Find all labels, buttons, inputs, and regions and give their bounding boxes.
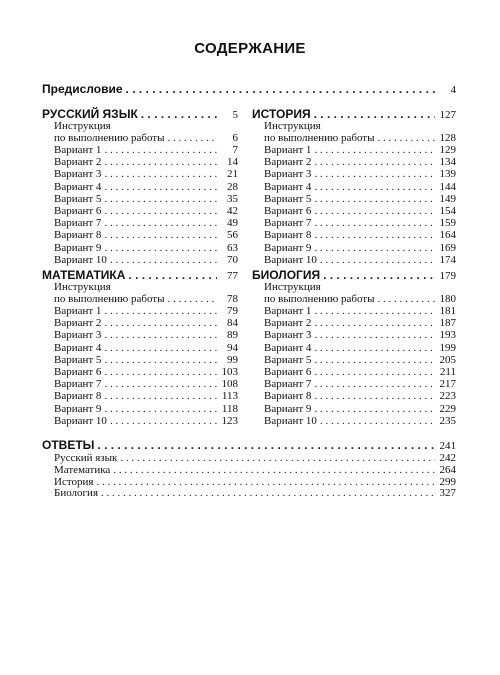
dot-leader [110, 254, 217, 266]
dot-leader [104, 144, 217, 156]
dot-leader [104, 242, 217, 254]
section-heading-answers [42, 438, 456, 453]
toc-entry [54, 342, 238, 354]
section-title: ИСТОРИЯ [252, 107, 311, 121]
instruction-page: 78 [227, 293, 238, 305]
section-page: 77 [227, 270, 238, 282]
toc-entry [264, 390, 456, 402]
entry-page: 28 [227, 180, 238, 193]
toc-entry [54, 205, 238, 217]
toc-entry [264, 305, 456, 317]
entry-label: Вариант 9 [264, 402, 312, 415]
dot-leader [104, 181, 217, 193]
dot-leader [323, 268, 435, 282]
dot-leader [126, 82, 435, 96]
dot-leader [314, 107, 435, 121]
dot-leader [104, 342, 217, 354]
toc-entry [54, 378, 238, 390]
section-title: ОТВЕТЫ [42, 438, 95, 452]
toc-entry [264, 254, 456, 266]
entry-label: Вариант 9 [54, 402, 102, 415]
entry-label: Русский язык [54, 452, 118, 464]
toc-entry [54, 193, 238, 205]
entry-label: История [54, 475, 94, 488]
toc-entry [264, 317, 456, 329]
toc-entry [264, 354, 456, 366]
toc-entry [264, 403, 456, 415]
entry-page: 89 [227, 329, 238, 342]
entry-label: Вариант 1 [264, 305, 312, 317]
toc-entry [54, 366, 238, 378]
toc-entry [54, 168, 238, 180]
entry-page: 84 [227, 317, 238, 330]
entry-page: 159 [439, 217, 456, 230]
dot-leader [314, 354, 435, 366]
entry-page: 149 [439, 192, 456, 205]
preface-entry [42, 82, 456, 97]
entry-label: Вариант 3 [264, 168, 312, 181]
toc-entry [264, 193, 456, 205]
dot-leader [314, 181, 435, 193]
entry-label: Вариант 3 [54, 329, 102, 342]
preface-page: 4 [450, 84, 456, 96]
entry-page: 79 [227, 305, 238, 317]
instruction-page: 180 [439, 293, 456, 305]
entry-label: Вариант 9 [54, 241, 102, 254]
entry-label: Вариант 4 [54, 180, 102, 193]
dot-leader [113, 464, 435, 476]
entry-label: Вариант 6 [264, 366, 312, 378]
entry-label: Вариант 10 [54, 414, 107, 427]
instruction-label: по выполнению работы [264, 132, 375, 144]
entry-label: Вариант 5 [264, 353, 312, 366]
toc-entry [264, 378, 456, 390]
entry-label: Вариант 5 [54, 192, 102, 205]
toc-entry [264, 181, 456, 193]
dot-leader [378, 293, 436, 305]
entry-page: 118 [221, 402, 238, 415]
entry-page: 14 [227, 156, 238, 169]
entry-label: Вариант 2 [54, 156, 102, 169]
toc-entry [264, 329, 456, 341]
dot-leader [314, 217, 435, 229]
entry-page: 199 [439, 341, 456, 354]
dot-leader [104, 229, 217, 241]
entry-label: Вариант 4 [264, 341, 312, 354]
dot-leader [96, 476, 435, 488]
dot-leader [314, 229, 435, 241]
entry-label: Вариант 7 [264, 217, 312, 230]
preface-label: Предисловие [42, 82, 123, 96]
entry-label: Вариант 1 [54, 305, 102, 317]
dot-leader [104, 305, 217, 317]
entry-page: 235 [439, 414, 456, 427]
toc-entry [264, 366, 456, 378]
dot-leader [101, 487, 435, 499]
entry-label: Вариант 7 [264, 378, 312, 391]
entry-page: 139 [439, 168, 456, 181]
entry-page: 223 [439, 390, 456, 403]
entry-label: Вариант 7 [54, 378, 102, 391]
dot-leader [314, 305, 435, 317]
entry-page: 113 [221, 390, 238, 403]
entry-page: 42 [227, 205, 238, 217]
dot-leader [314, 193, 435, 205]
entry-page: 264 [439, 463, 456, 476]
instruction-entry [54, 293, 238, 305]
section-title: РУССКИЙ ЯЗЫК [42, 107, 138, 121]
entry-label: Вариант 2 [264, 156, 312, 169]
dot-leader [104, 329, 217, 341]
toc-entry [54, 305, 238, 317]
dot-leader [320, 254, 435, 266]
instruction-entry [264, 293, 456, 305]
entry-page: 327 [439, 487, 456, 500]
dot-leader [320, 415, 435, 427]
entry-page: 63 [227, 241, 238, 254]
section-title: БИОЛОГИЯ [252, 268, 321, 282]
toc-entry [54, 242, 238, 254]
toc-entry [264, 229, 456, 241]
dot-leader [97, 438, 435, 452]
dot-leader [104, 217, 217, 229]
dot-leader [104, 403, 217, 415]
toc-entry [264, 342, 456, 354]
toc-entry [264, 156, 456, 168]
entry-page: 229 [439, 402, 456, 415]
entry-page: 187 [439, 317, 456, 330]
entry-page: 193 [439, 329, 456, 342]
entry-label: Математика [54, 463, 111, 476]
entry-label: Вариант 10 [264, 253, 317, 266]
dot-leader [314, 342, 435, 354]
dot-leader [104, 390, 217, 402]
dot-leader [314, 366, 435, 378]
dot-leader [104, 205, 217, 217]
entry-label: Вариант 6 [264, 205, 312, 217]
entry-page: 129 [439, 144, 456, 156]
entry-label: Вариант 10 [264, 414, 317, 427]
dot-leader [314, 144, 435, 156]
toc-entry [54, 217, 238, 229]
entry-page: 108 [221, 378, 238, 391]
entry-page: 217 [439, 378, 456, 391]
entry-page: 299 [439, 475, 456, 488]
toc-entry [264, 144, 456, 156]
section-page: 179 [439, 270, 456, 282]
toc-entry [54, 452, 456, 464]
dot-leader [314, 378, 435, 390]
entry-page: 99 [227, 353, 238, 366]
toc-entry [54, 317, 238, 329]
instruction-line1: Инструкция [54, 120, 111, 132]
entry-page: 103 [221, 366, 238, 378]
entry-label: Вариант 8 [264, 390, 312, 403]
dot-leader [314, 403, 435, 415]
toc-entry [54, 181, 238, 193]
entry-label: Вариант 3 [54, 168, 102, 181]
toc-entry [54, 464, 456, 476]
toc-entry [54, 476, 456, 488]
dot-leader [378, 132, 436, 144]
entry-page: 134 [439, 156, 456, 169]
entry-page: 56 [227, 229, 238, 242]
entry-page: 205 [439, 353, 456, 366]
entry-label: Вариант 8 [54, 390, 102, 403]
entry-label: Вариант 3 [264, 329, 312, 342]
entry-label: Вариант 5 [264, 192, 312, 205]
entry-page: 242 [439, 452, 456, 464]
toc-entry [54, 229, 238, 241]
dot-leader [168, 293, 218, 305]
dot-leader [141, 107, 217, 121]
instruction-label: по выполнению работы [54, 293, 165, 305]
entry-label: Вариант 1 [264, 144, 312, 156]
dot-leader [314, 168, 435, 180]
entry-page: 174 [439, 253, 456, 266]
dot-leader [314, 329, 435, 341]
entry-label: Биология [54, 487, 99, 500]
toc-entry [54, 390, 238, 402]
dot-leader [168, 132, 218, 144]
toc-entry [264, 217, 456, 229]
entry-label: Вариант 1 [54, 144, 102, 156]
entry-label: Вариант 2 [54, 317, 102, 330]
dot-leader [104, 354, 217, 366]
entry-label: Вариант 6 [54, 366, 102, 378]
instruction-page: 128 [439, 132, 456, 144]
section-page: 241 [439, 440, 456, 452]
dot-leader [104, 317, 217, 329]
entry-label: Вариант 6 [54, 205, 102, 217]
entry-page: 70 [227, 253, 238, 266]
dot-leader [314, 317, 435, 329]
toc-entry [264, 415, 456, 427]
entry-page: 35 [227, 192, 238, 205]
section-page: 5 [232, 109, 238, 121]
entry-page: 7 [232, 144, 238, 156]
page-title: СОДЕРЖАНИЕ [194, 40, 306, 57]
instruction-label: по выполнению работы [54, 132, 165, 144]
entry-label: Вариант 4 [54, 341, 102, 354]
dot-leader [128, 268, 217, 282]
dot-leader [104, 193, 217, 205]
dot-leader [314, 242, 435, 254]
entry-label: Вариант 5 [54, 353, 102, 366]
entry-label: Вариант 10 [54, 253, 107, 266]
entry-label: Вариант 4 [264, 180, 312, 193]
instruction-entry [54, 132, 238, 144]
toc-entry [54, 415, 238, 427]
toc-entry [264, 242, 456, 254]
dot-leader [314, 156, 435, 168]
instruction-line1: Инструкция [264, 120, 321, 132]
entry-label: Вариант 2 [264, 317, 312, 330]
entry-page: 154 [439, 205, 456, 217]
dot-leader [110, 415, 217, 427]
instruction-page: 6 [232, 132, 238, 144]
toc-entry [54, 254, 238, 266]
dot-leader [314, 205, 435, 217]
entry-page: 144 [439, 180, 456, 193]
entry-page: 169 [439, 241, 456, 254]
toc-entry [54, 354, 238, 366]
section-title: МАТЕМАТИКА [42, 268, 126, 282]
entry-page: 94 [227, 341, 238, 354]
toc-entry [54, 403, 238, 415]
dot-leader [120, 452, 435, 464]
entry-label: Вариант 8 [264, 229, 312, 242]
toc-entry [54, 329, 238, 341]
instruction-entry [264, 132, 456, 144]
dot-leader [104, 366, 217, 378]
dot-leader [104, 156, 217, 168]
instruction-line1: Инструкция [54, 281, 111, 293]
toc-entry [54, 144, 238, 156]
dot-leader [104, 378, 217, 390]
entry-page: 181 [439, 305, 456, 317]
dot-leader [104, 168, 217, 180]
toc-entry [54, 156, 238, 168]
entry-label: Вариант 9 [264, 241, 312, 254]
toc-entry [264, 168, 456, 180]
entry-page: 211 [439, 366, 456, 378]
entry-page: 123 [221, 414, 238, 427]
instruction-label: по выполнению работы [264, 293, 375, 305]
entry-page: 164 [439, 229, 456, 242]
section-page: 127 [439, 109, 456, 121]
entry-page: 21 [227, 168, 238, 181]
entry-page: 49 [227, 217, 238, 230]
instruction-line1: Инструкция [264, 281, 321, 293]
toc-entry [54, 487, 456, 499]
dot-leader [314, 390, 435, 402]
toc-entry [264, 205, 456, 217]
entry-label: Вариант 8 [54, 229, 102, 242]
entry-label: Вариант 7 [54, 217, 102, 230]
